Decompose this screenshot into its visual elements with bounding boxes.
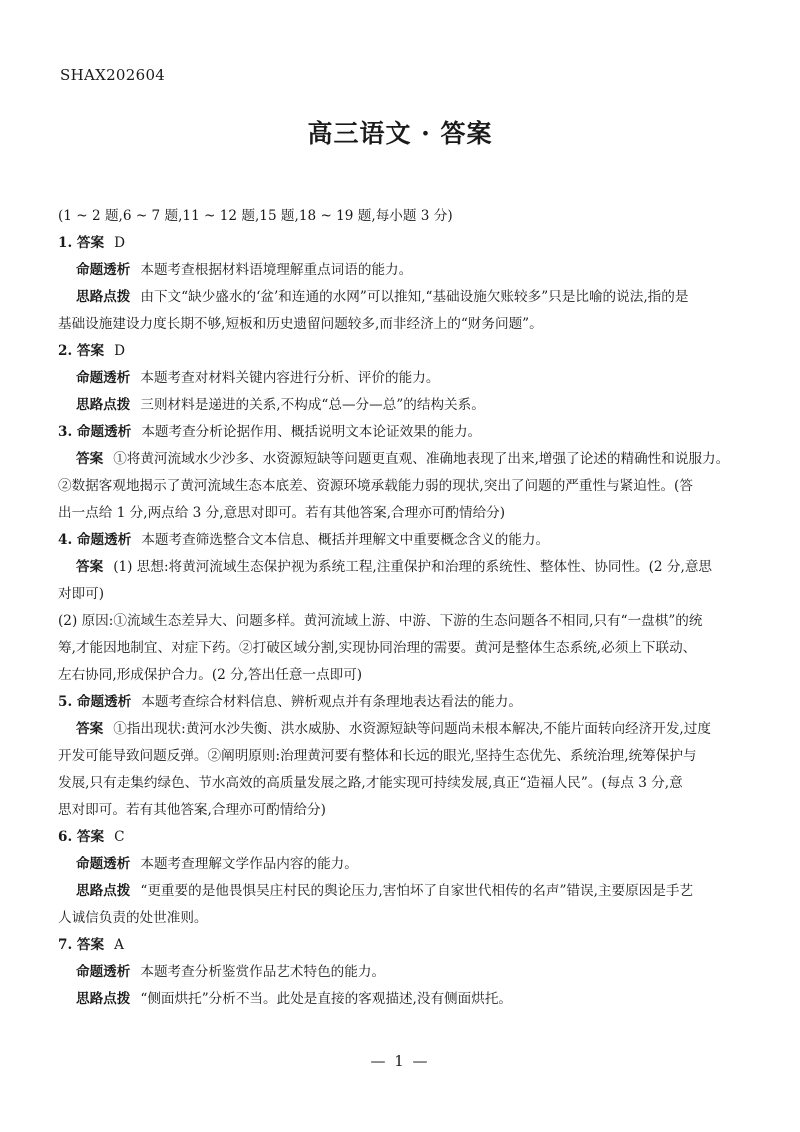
q2-hint-label: 思路点拨: [76, 397, 131, 413]
q6-hint-line: [58, 878, 738, 905]
q6-hint-cont: 人诚信负责的处世准则。: [58, 910, 208, 926]
q1-hint-cont: 基础设施建设力度长期不够,短板和历史遗留问题较多,而非经济上的“财务问题”。: [58, 316, 543, 332]
q2-answer: D: [114, 343, 126, 359]
q4-answer-line: [58, 554, 738, 581]
document-code: SHAX202604: [60, 66, 166, 84]
q4-head: 4. 命题透析: [58, 532, 132, 548]
q5-head: 5. 命题透析: [58, 694, 132, 710]
q7-hint-text: “侧面烘托”分析不当。此处是直接的客观描述,没有侧面烘托。: [140, 991, 513, 1007]
q5-answer-cont-3: 思对即可。若有其他答案,合理亦可酌情给分): [58, 802, 326, 818]
q4-answer-cont-3: 筹,才能因地制宜、对症下药。②打破区域分割,实现协同治理的需要。黄河是整体生态系统,必须上下联动、: [58, 640, 697, 656]
q3-answer-cont-2: 出一点给 1 分,两点给 3 分,意思对即可。若有其他答案,合理亦可酌情给分): [58, 505, 506, 521]
q1-head: 1. 答案: [58, 235, 105, 251]
q2-answer-line: [58, 338, 738, 365]
q6-hint-text: “更重要的是他畏惧吴庄村民的舆论压力,害怕坏了自家世代相传的名声”错误,主要原因是手艺: [140, 883, 694, 899]
q7-head: 7. 答案: [58, 937, 105, 953]
q6-analysis: 本题考查理解文学作品内容的能力。: [140, 856, 358, 872]
q7-analysis-label: 命题透析: [76, 964, 131, 980]
q7-hint-label: 思路点拨: [76, 991, 131, 1007]
q3-head: 3. 命题透析: [58, 424, 132, 440]
q4-answer-text: (1) 思想:将黄河流域生态保护视为系统工程,注重保护和治理的系统性、整体性、协同性。(2 分,意思: [113, 559, 713, 575]
q4-answer-label: 答案: [76, 559, 104, 575]
q2-hint-text: 三则材料是递进的关系,不构成“总—分—总”的结构关系。: [140, 397, 485, 413]
q1-answer-line: [58, 230, 738, 257]
q3-answer-line: [58, 446, 738, 473]
q5-analysis-line: [58, 689, 738, 716]
q5-answer-cont-1: 开发可能导致问题反弹。②阐明原则:治理黄河要有整体和长远的眼光,坚持生态优先、系统治理,统筹保护与: [58, 748, 697, 764]
q5-answer-label: 答案: [76, 721, 104, 737]
q3-answer-text: ①将黄河流域水少沙多、水资源短缺等问题更直观、准确地表现了出来,增强了论述的精确性和说服力。: [113, 451, 730, 467]
q3-analysis-line: [58, 419, 738, 446]
q1-answer: D: [114, 235, 126, 251]
q6-head: 6. 答案: [58, 829, 105, 845]
q2-analysis-label: 命题透析: [76, 370, 131, 386]
scoring-note: (1 ~ 2 题,6 ~ 7 题,11 ~ 12 题,15 题,18 ~ 19 题,每小题 3 分): [58, 208, 453, 224]
q2-analysis: 本题考查对材料关键内容进行分析、评价的能力。: [140, 370, 440, 386]
q4-analysis-line: [58, 527, 738, 554]
q1-analysis-label: 命题透析: [76, 262, 131, 278]
q6-answer: C: [114, 829, 125, 845]
q6-analysis-line: [58, 851, 738, 878]
q5-analysis: 本题考查综合材料信息、辨析观点并有条理地表达看法的能力。: [141, 694, 522, 710]
q4-answer-cont-2: (2) 原因:①流域生态差异大、问题多样。黄河流域上游、中游、下游的生态问题各不相同,只有“一盘棋”的统: [58, 613, 703, 629]
page-number: — 1 —: [370, 1052, 430, 1070]
q1-hint-text: 由下文“缺少盛水的‘盆’和连通的水网”可以推知,“基础设施欠账较多”只是比喻的说法,指的是: [140, 289, 689, 305]
q5-answer-line: [58, 716, 738, 743]
q6-answer-line: [58, 824, 738, 851]
q1-analysis-line: [58, 257, 738, 284]
q4-analysis: 本题考查筛选整合文本信息、概括并理解文中重要概念含义的能力。: [141, 532, 550, 548]
q3-analysis: 本题考查分析论据作用、概括说明文本论证效果的能力。: [141, 424, 482, 440]
q7-answer-line: [58, 932, 738, 959]
q1-analysis: 本题考查根据材料语境理解重点词语的能力。: [140, 262, 413, 278]
q2-hint-line: [58, 392, 738, 419]
q6-analysis-label: 命题透析: [76, 856, 131, 872]
q7-analysis: 本题考查分析鉴赏作品艺术特色的能力。: [140, 964, 386, 980]
q7-analysis-line: [58, 959, 738, 986]
q5-answer-text: ①指出现状:黄河水沙失衡、洪水威胁、水资源短缺等问题尚未根本解决,不能片面转向经济开发,过度: [113, 721, 711, 737]
q3-answer-label: 答案: [76, 451, 104, 467]
q1-hint-line: [58, 284, 738, 311]
q1-hint-label: 思路点拨: [76, 289, 131, 305]
q4-answer-cont-1: 对即可): [58, 586, 105, 602]
q3-answer-cont-1: ②数据客观地揭示了黄河流域生态本底差、资源环境承载能力弱的现状,突出了问题的严重性与紧迫性。(答: [58, 478, 693, 494]
q7-hint-line: [58, 986, 738, 1013]
page-title: 高三语文 · 答案: [307, 119, 493, 148]
q4-answer-cont-4: 左右协同,形成保护合力。(2 分,答出任意一点即可): [58, 667, 363, 683]
answer-content: [58, 203, 738, 1013]
q6-hint-label: 思路点拨: [76, 883, 131, 899]
q2-analysis-line: [58, 365, 738, 392]
q5-answer-cont-2: 发展,只有走集约绿色、节水高效的高质量发展之路,才能实现可持续发展,真正“造福人民”。(每点 3 分,意: [58, 775, 683, 791]
q2-head: 2. 答案: [58, 343, 105, 359]
q7-answer: A: [114, 937, 124, 953]
